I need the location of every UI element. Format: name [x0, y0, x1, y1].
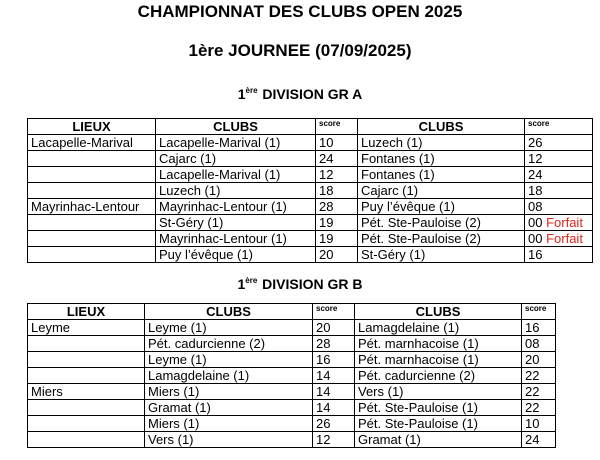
club-away-cell — [358, 231, 525, 247]
score-home-cell-text: 12 — [319, 167, 334, 182]
score-home-cell — [316, 199, 358, 215]
club-away-cell — [355, 400, 522, 416]
club-away-cell-text: Puy l’évêque (1) — [361, 199, 455, 214]
club-home-cell — [156, 183, 316, 199]
club-home-cell-text: Miers (1) — [148, 416, 200, 431]
score-home-cell-text: 24 — [319, 151, 334, 166]
score-home-cell — [313, 384, 355, 400]
header-clubs-away: CLUBS — [355, 304, 522, 320]
table-row — [28, 336, 556, 352]
club-home-cell-text: Miers (1) — [148, 384, 200, 399]
club-away-cell-text: Vers (1) — [358, 384, 404, 399]
header-score-away: score — [522, 304, 556, 320]
club-home-cell — [156, 167, 316, 183]
score-away-cell — [522, 368, 556, 384]
club-home-cell-text: Gramat (1) — [148, 400, 211, 415]
club-home-cell-text: Lacapelle-Marival (1) — [159, 135, 281, 150]
club-away-cell-text: Gramat (1) — [358, 432, 421, 447]
club-away-cell — [358, 199, 525, 215]
score-away-cell — [522, 336, 556, 352]
lieu-cell-text: Mayrinhac-Lentour — [31, 199, 140, 214]
club-home-cell — [156, 135, 316, 151]
forfeit-label: Forfait — [546, 215, 583, 230]
header-lieux: LIEUX — [28, 119, 156, 135]
division-b-title-num: 1 — [237, 276, 246, 292]
division-a-title — [0, 86, 600, 102]
score-away-cell-text: 16 — [528, 247, 543, 262]
score-away-cell-text: 24 — [528, 167, 543, 182]
lieu-cell-text: Miers — [31, 384, 63, 399]
club-away-cell-text: Cajarc (1) — [361, 183, 419, 198]
club-away-cell — [358, 247, 525, 263]
club-away-cell — [355, 416, 522, 432]
score-away-cell-text: 26 — [528, 135, 543, 150]
table-row — [28, 247, 593, 263]
lieu-cell — [28, 135, 156, 151]
table-row — [28, 199, 593, 215]
division-a-table — [27, 118, 593, 263]
score-away-cell — [525, 183, 593, 199]
score-home-cell — [316, 215, 358, 231]
club-home-cell — [156, 151, 316, 167]
score-away-cell — [522, 320, 556, 336]
lieu-cell-text: Lacapelle-Marival — [31, 135, 133, 150]
division-b-title-text: DIVISION GR B — [258, 276, 363, 292]
score-away-cell-text: 22 — [525, 400, 540, 415]
score-home-cell-text: 20 — [319, 247, 334, 262]
lieu-cell — [28, 368, 145, 384]
club-home-cell — [156, 231, 316, 247]
lieu-cell — [28, 384, 145, 400]
score-away-cell — [525, 199, 593, 215]
score-home-cell-text: 10 — [319, 135, 334, 150]
lieu-cell — [28, 199, 156, 215]
club-home-cell-text: Mayrinhac-Lentour (1) — [159, 199, 287, 214]
score-away-cell — [525, 167, 593, 183]
score-home-cell — [313, 320, 355, 336]
score-away-cell-text: 00 — [528, 231, 543, 246]
club-away-cell-text: Pét. marnhacoise (1) — [358, 336, 479, 351]
header-score-home: score — [316, 119, 358, 135]
table-row — [28, 432, 556, 448]
score-away-cell — [522, 432, 556, 448]
table-row — [28, 384, 556, 400]
club-away-cell-text: Lamagdelaine (1) — [358, 320, 460, 335]
score-away-cell-text: 08 — [525, 336, 540, 351]
club-home-cell-text: Luzech (1) — [159, 183, 221, 198]
division-a-title-num: 1 — [237, 86, 246, 102]
score-away-cell — [525, 151, 593, 167]
division-b-title — [0, 276, 600, 292]
club-away-cell — [358, 151, 525, 167]
score-home-cell-text: 26 — [316, 416, 331, 431]
score-home-cell — [313, 432, 355, 448]
table-header-row — [28, 119, 593, 135]
score-home-cell-text: 20 — [316, 320, 331, 335]
score-away-cell-text: 22 — [525, 384, 540, 399]
table-row — [28, 135, 593, 151]
lieu-cell — [28, 416, 145, 432]
table-row — [28, 400, 556, 416]
score-home-cell-text: 14 — [316, 400, 331, 415]
club-away-cell-text: Pét. Ste-Pauloise (2) — [361, 215, 481, 230]
club-away-cell-text: St-Géry (1) — [361, 247, 426, 262]
score-home-cell — [313, 400, 355, 416]
score-home-cell — [313, 416, 355, 432]
table-row — [28, 416, 556, 432]
score-home-cell — [316, 151, 358, 167]
score-away-cell — [522, 384, 556, 400]
club-home-cell — [145, 336, 313, 352]
club-away-cell — [358, 183, 525, 199]
table-row — [28, 352, 556, 368]
club-home-cell-text: St-Géry (1) — [159, 215, 224, 230]
club-away-cell-text: Pét. Ste-Pauloise (1) — [358, 416, 478, 431]
score-away-cell — [522, 352, 556, 368]
division-b-table — [27, 303, 556, 448]
lieu-cell — [28, 352, 145, 368]
club-away-cell — [355, 320, 522, 336]
club-home-cell-text: Leyme (1) — [148, 352, 207, 367]
header-clubs-away: CLUBS — [358, 119, 525, 135]
score-away-cell — [522, 400, 556, 416]
club-home-cell — [156, 199, 316, 215]
score-away-cell — [525, 231, 593, 247]
score-away-cell — [525, 215, 593, 231]
table-row — [28, 320, 556, 336]
club-home-cell — [145, 400, 313, 416]
score-home-cell — [316, 167, 358, 183]
lieu-cell — [28, 432, 145, 448]
club-home-cell — [145, 432, 313, 448]
lieu-cell — [28, 183, 156, 199]
lieu-cell-text: Leyme — [31, 320, 71, 335]
club-away-cell — [355, 352, 522, 368]
score-home-cell-text: 16 — [316, 352, 331, 367]
club-away-cell-text: Fontanes (1) — [361, 151, 435, 166]
table-header-row — [28, 304, 556, 320]
score-home-cell — [316, 135, 358, 151]
score-home-cell-text: 18 — [319, 183, 334, 198]
club-home-cell-text: Puy l’évêque (1) — [159, 247, 253, 262]
header-score-home: score — [313, 304, 355, 320]
table-row — [28, 151, 593, 167]
table-row — [28, 215, 593, 231]
score-home-cell-text: 12 — [316, 432, 331, 447]
score-away-cell-text: 24 — [525, 432, 540, 447]
club-away-cell-text: Fontanes (1) — [361, 167, 435, 182]
club-away-cell — [358, 135, 525, 151]
lieu-cell — [28, 247, 156, 263]
lieu-cell — [28, 151, 156, 167]
club-away-cell — [358, 215, 525, 231]
score-away-cell — [525, 135, 593, 151]
lieu-cell — [28, 336, 145, 352]
score-home-cell-text: 19 — [319, 215, 334, 230]
lieu-cell — [28, 400, 145, 416]
forfeit-label: Forfait — [546, 231, 583, 246]
club-away-cell-text: Pét. cadurcienne (2) — [358, 368, 476, 383]
club-home-cell-text: Leyme (1) — [148, 320, 207, 335]
club-home-cell-text: Pét. cadurcienne (2) — [148, 336, 266, 351]
division-a-title-sup: ère — [245, 86, 258, 95]
table-row — [28, 368, 556, 384]
lieu-cell — [28, 320, 145, 336]
club-home-cell-text: Lamagdelaine (1) — [148, 368, 250, 383]
club-home-cell-text: Cajarc (1) — [159, 151, 217, 166]
club-home-cell — [156, 247, 316, 263]
score-away-cell-text: 08 — [528, 199, 543, 214]
score-home-cell-text: 28 — [319, 199, 334, 214]
score-home-cell — [313, 336, 355, 352]
score-away-cell — [522, 416, 556, 432]
header-lieux: LIEUX — [28, 304, 145, 320]
club-home-cell-text: Vers (1) — [148, 432, 194, 447]
club-home-cell — [156, 215, 316, 231]
club-home-cell — [145, 352, 313, 368]
score-away-cell-text: 10 — [525, 416, 540, 431]
club-home-cell — [145, 368, 313, 384]
score-away-cell-text: 22 — [525, 368, 540, 383]
header-clubs-home: CLUBS — [145, 304, 313, 320]
score-home-cell-text: 28 — [316, 336, 331, 351]
score-home-cell — [316, 247, 358, 263]
score-home-cell — [316, 183, 358, 199]
club-away-cell — [358, 167, 525, 183]
score-away-cell-text: 20 — [525, 352, 540, 367]
division-b-title-sup: ère — [245, 276, 258, 285]
club-away-cell-text: Pét. Ste-Pauloise (1) — [358, 400, 478, 415]
score-away-cell-text: 18 — [528, 183, 543, 198]
lieu-cell — [28, 215, 156, 231]
score-home-cell — [313, 368, 355, 384]
header-score-away: score — [525, 119, 593, 135]
table-row — [28, 183, 593, 199]
division-a-title-text: DIVISION GR A — [258, 86, 363, 102]
club-away-cell-text: Luzech (1) — [361, 135, 423, 150]
club-home-cell-text: Lacapelle-Marival (1) — [159, 167, 281, 182]
club-away-cell — [355, 368, 522, 384]
score-home-cell — [313, 352, 355, 368]
page-title: CHAMPIONNAT DES CLUBS OPEN 2025 — [137, 2, 463, 21]
score-home-cell-text: 14 — [316, 368, 331, 383]
club-away-cell — [355, 432, 522, 448]
table-row — [28, 231, 593, 247]
club-home-cell — [145, 384, 313, 400]
club-away-cell — [355, 384, 522, 400]
lieu-cell — [28, 231, 156, 247]
score-away-cell-text: 12 — [528, 151, 543, 166]
lieu-cell — [28, 167, 156, 183]
club-home-cell-text: Mayrinhac-Lentour (1) — [159, 231, 287, 246]
score-home-cell-text: 14 — [316, 384, 331, 399]
score-home-cell-text: 19 — [319, 231, 334, 246]
club-away-cell — [355, 336, 522, 352]
header-clubs-home: CLUBS — [156, 119, 316, 135]
club-home-cell — [145, 416, 313, 432]
page-subtitle: 1ère JOURNEE (07/09/2025) — [188, 41, 412, 60]
table-row — [28, 167, 593, 183]
score-away-cell — [525, 247, 593, 263]
club-away-cell-text: Pét. marnhacoise (1) — [358, 352, 479, 367]
score-away-cell-text: 16 — [525, 320, 540, 335]
score-away-cell-text: 00 — [528, 215, 543, 230]
club-away-cell-text: Pét. Ste-Pauloise (2) — [361, 231, 481, 246]
club-home-cell — [145, 320, 313, 336]
score-home-cell — [316, 231, 358, 247]
